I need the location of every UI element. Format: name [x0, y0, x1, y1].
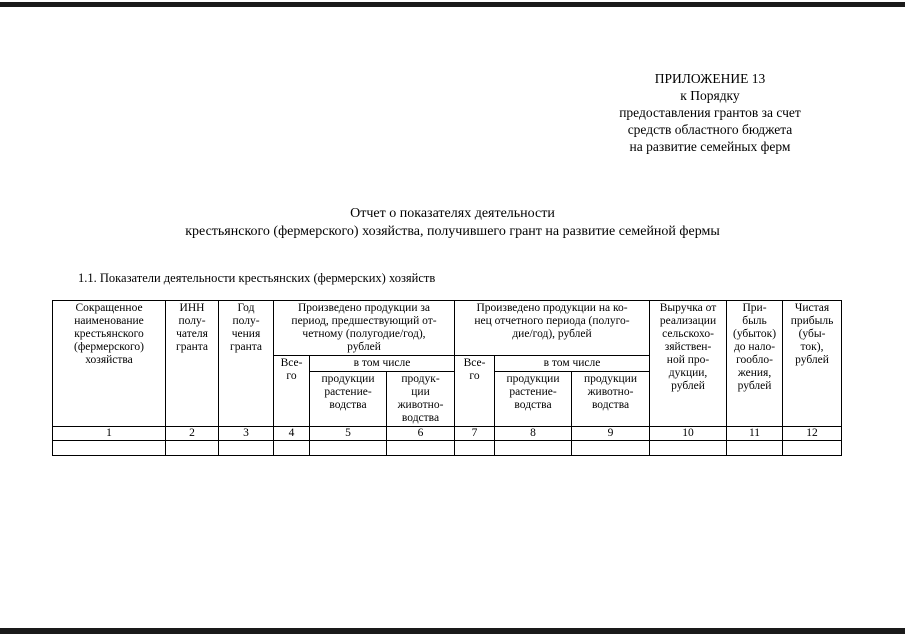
header-net-profit: Чистая прибыль (убы- ток), рублей	[783, 301, 842, 427]
empty-cell	[166, 441, 219, 456]
report-title-line: Отчет о показателях деятельности	[350, 206, 555, 221]
header-total-prev: Все- го	[274, 356, 310, 427]
header-including-prev: в том числе	[310, 356, 455, 372]
column-number: 4	[274, 427, 310, 441]
appendix-line: средств областного бюджета	[627, 122, 793, 137]
column-number: 5	[310, 427, 387, 441]
empty-cell	[572, 441, 650, 456]
empty-cell	[650, 441, 727, 456]
section-heading: 1.1. Показатели деятельности крестьянских (фермерских) хозяйств	[78, 271, 436, 285]
report-table	[52, 300, 842, 456]
header-crop-end: продукции растение- водства	[495, 372, 572, 427]
header-farm-name: Сокращенное наименование крестьянского (фермерского) хозяйства	[53, 301, 166, 427]
appendix-line: ПРИЛОЖЕНИЕ 13	[654, 71, 766, 86]
header-including-end: в том числе	[495, 356, 650, 372]
appendix-line: на развитие семейных ферм	[629, 139, 791, 154]
column-number: 8	[495, 427, 572, 441]
column-number: 6	[387, 427, 455, 441]
column-number: 9	[572, 427, 650, 441]
header-total-end: Все- го	[455, 356, 495, 427]
header-crop-prev: продукции растение- водства	[310, 372, 387, 427]
bottom-border-line	[0, 628, 905, 634]
empty-cell	[495, 441, 572, 456]
appendix-line: к Порядку	[680, 88, 740, 103]
empty-data-row	[53, 441, 842, 456]
header-profit-before-tax: При- быль (убыток) до нало- гообло- жения, рублей	[727, 301, 783, 427]
header-produced-end-period: Произведено продукции на ко- нец отчетного периода (полуго- дие/год), рублей	[455, 301, 650, 356]
empty-cell	[219, 441, 274, 456]
column-number: 3	[219, 427, 274, 441]
column-number: 7	[455, 427, 495, 441]
header-produced-prev-period: Произведено продукции за период, предшествующий от- четному (полугодие/год), рублей	[274, 301, 455, 356]
column-number-row	[53, 427, 842, 441]
empty-cell	[274, 441, 310, 456]
column-number: 12	[783, 427, 842, 441]
report-title-line: крестьянского (фермерского) хозяйства, получившего грант на развитие семейной фермы	[185, 224, 720, 239]
appendix-header	[560, 70, 860, 155]
header-revenue: Выручка от реализации сельскохо- зяйствен- ной про- дукции, рублей	[650, 301, 727, 427]
empty-cell	[53, 441, 166, 456]
header-inn: ИНН полу- чателя гранта	[166, 301, 219, 427]
empty-cell	[387, 441, 455, 456]
appendix-line: предоставления грантов за счет	[619, 105, 801, 120]
empty-cell	[783, 441, 842, 456]
column-number: 11	[727, 427, 783, 441]
column-number: 10	[650, 427, 727, 441]
top-border-line	[0, 2, 905, 7]
empty-cell	[455, 441, 495, 456]
header-row-1	[53, 301, 842, 356]
column-number: 1	[53, 427, 166, 441]
header-animal-prev: продук- ции животно- водства	[387, 372, 455, 427]
header-grant-year: Год полу- чения гранта	[219, 301, 274, 427]
header-animal-end: продукции животно- водства	[572, 372, 650, 427]
empty-cell	[310, 441, 387, 456]
report-title	[100, 205, 805, 241]
column-number: 2	[166, 427, 219, 441]
empty-cell	[727, 441, 783, 456]
